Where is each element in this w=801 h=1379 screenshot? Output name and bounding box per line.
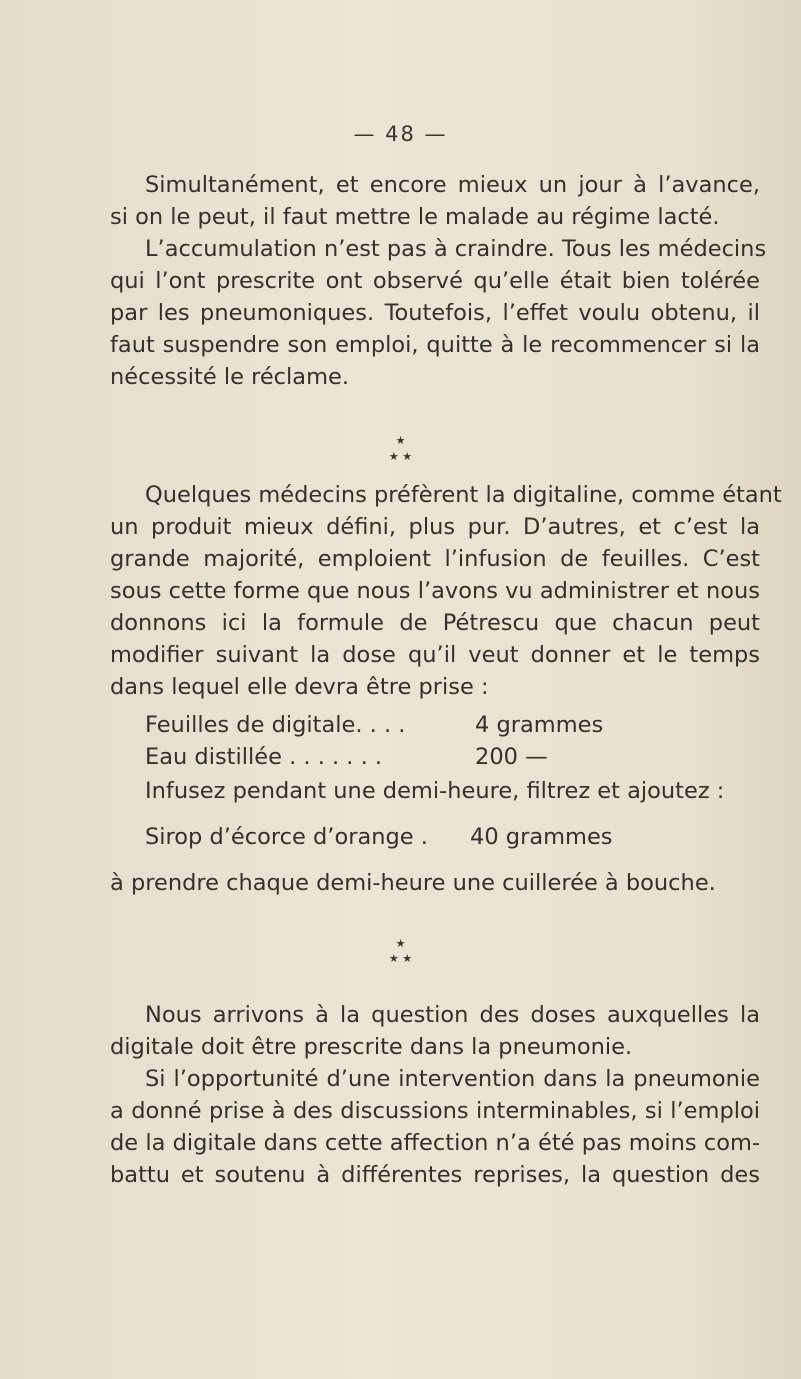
recipe-item-quantity: 4 grammes	[475, 712, 604, 738]
separator-star-top: ★	[395, 434, 406, 447]
paragraph-2-line-4: faut suspendre son emploi, quitte à le recommencer si la	[110, 332, 760, 358]
paragraph-3-line-3: grande majorité, emploient l’infusion de feuilles. C’est	[110, 546, 760, 572]
paragraph-1-line-1: Simultanément, et encore mieux un jour à l’avance,	[145, 172, 760, 198]
paragraph-2-line-3: par les pneumoniques. Toutefois, l’effet voulu obtenu, il	[110, 300, 760, 326]
page-number: — 48 —	[353, 122, 448, 146]
paragraph-2-line-2: qui l’ont prescrite ont observé qu’elle était bien tolérée	[110, 268, 760, 294]
paragraph-5-line-2: a donné prise à des discussions interminables, si l’emploi	[110, 1098, 760, 1124]
separator-stars-bottom: ★ ★	[388, 450, 413, 463]
paragraph-4-line-1: Nous arrivons à la question des doses auxquelles la	[145, 1002, 760, 1028]
separator-stars-bottom: ★ ★	[388, 952, 413, 965]
recipe-item-quantity: 200 —	[475, 744, 548, 770]
paragraph-5-line-1: Si l’opportunité d’une intervention dans la pneumonie	[145, 1066, 760, 1092]
paragraph-3-line-5: donnons ici la formule de Pétrescu que chacun peut	[110, 610, 760, 636]
recipe-item-name: Eau distillée . . . . . . .	[145, 744, 383, 770]
paragraph-3-line-1: Quelques médecins préfèrent la digitaline, comme étant	[145, 482, 782, 508]
recipe-item-name: Feuilles de digitale. . . .	[145, 712, 406, 738]
paragraph-3-line-6: modifier suivant la dose qu’il veut donner et le temps	[110, 642, 760, 668]
syrup-quantity: 40 grammes	[470, 824, 613, 850]
dosage-instruction: à prendre chaque demi-heure une cuillerée à bouche.	[110, 870, 716, 896]
paragraph-2-line-5: nécessité le réclame.	[110, 364, 349, 390]
paragraph-3-line-7: dans lequel elle devra être prise :	[110, 674, 489, 700]
paragraph-3-line-2: un produit mieux défini, plus pur. D’autres, et c’est la	[110, 514, 760, 540]
paragraph-2-line-1: L’accumulation n’est pas à craindre. Tous les médecins	[145, 236, 767, 262]
paragraph-3-line-4: sous cette forme que nous l’avons vu administrer et nous	[110, 578, 760, 604]
paragraph-5-line-4: battu et soutenu à différentes reprises, la question des	[110, 1162, 760, 1188]
paragraph-1-line-2: si on le peut, il faut mettre le malade au régime lacté.	[110, 204, 720, 230]
paragraph-4-line-2: digitale doit être prescrite dans la pneumonie.	[110, 1034, 633, 1060]
separator-star-top: ★	[395, 937, 406, 950]
infusion-instruction: Infusez pendant une demi-heure, filtrez et ajoutez :	[145, 778, 725, 804]
syrup-name: Sirop d’écorce d’orange .	[145, 824, 428, 850]
paragraph-5-line-3: de la digitale dans cette affection n’a été pas moins com-	[110, 1130, 760, 1156]
